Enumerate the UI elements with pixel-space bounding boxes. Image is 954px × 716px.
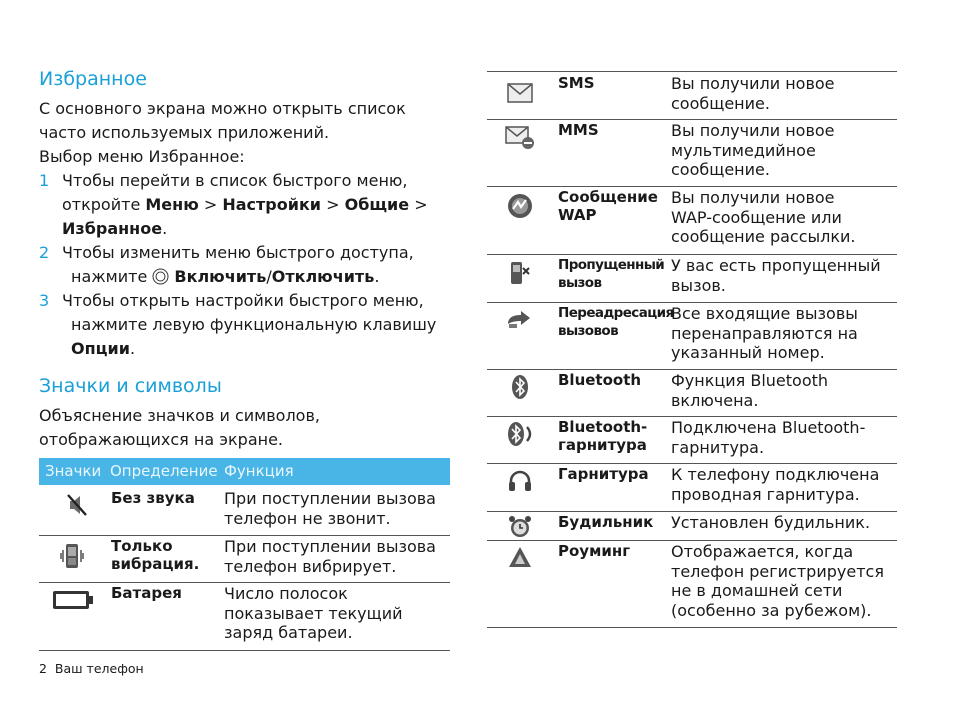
definition-vibration: Только вибрация. (111, 537, 200, 573)
step-2 (39, 241, 459, 289)
definition-wap: Сообщение WAP (558, 188, 658, 224)
intro-line: Выбор меню Избранное: (39, 147, 245, 166)
definition-mute: Без звука (111, 489, 195, 507)
row-divider (39, 650, 450, 651)
function-bluetooth-headset: Подключена Bluetooth- гарнитура. (671, 418, 866, 457)
icons-section-title: Значки и символы (39, 375, 222, 397)
favorites-title: Избранное (39, 68, 147, 90)
step-1 (39, 169, 459, 241)
function-alarm: Установлен будильник. (671, 513, 871, 532)
header-function: Функция (224, 462, 294, 480)
mute-icon (66, 492, 88, 518)
row-divider (487, 119, 897, 120)
battery-icon (52, 589, 94, 611)
function-mms: Вы получили новое мультимедийное сообщение. (671, 121, 835, 179)
step-text: Чтобы изменить меню быстрого доступа, (62, 243, 414, 262)
headset-icon (507, 469, 533, 493)
header-definition: Определение (110, 462, 218, 480)
call-forward-icon (505, 308, 535, 332)
mms-icon (505, 126, 535, 150)
definition-bluetooth-headset: Bluetooth- гарнитура (558, 418, 648, 454)
row-divider (487, 463, 897, 464)
page-number: 2 (39, 661, 47, 676)
row-divider (487, 186, 897, 187)
row-divider (487, 511, 897, 512)
definition-alarm: Будильник (558, 513, 654, 531)
step-path-end: Избранное. (62, 219, 168, 238)
step-path: откройте Меню > Настройки > Общие > (62, 195, 428, 214)
vibration-icon (60, 542, 84, 570)
row-divider (39, 582, 450, 583)
bluetooth-icon (510, 374, 530, 400)
row-divider (487, 254, 897, 255)
ok-key-icon (152, 268, 169, 285)
definition-sms: SMS (558, 74, 595, 92)
function-call-forward: Все входящие вызовы перенаправляются на указанный номер. (671, 304, 858, 362)
row-divider (39, 535, 450, 536)
definition-missed-call: Пропущенный вызов (558, 257, 665, 291)
function-missed-call: У вас есть пропущенный вызов. (671, 256, 881, 295)
step-text: Чтобы перейти в список быстрого меню, (62, 171, 408, 190)
roaming-icon (508, 545, 532, 569)
row-divider (487, 369, 897, 370)
step-number: 1 (39, 171, 50, 190)
definition-call-forward: Переадресация вызовов (558, 305, 674, 339)
intro-line: Объяснение значков и символов, (39, 406, 320, 425)
definition-battery: Батарея (111, 584, 182, 602)
row-divider (487, 71, 897, 72)
row-divider (487, 302, 897, 303)
row-divider (487, 416, 897, 417)
function-sms: Вы получили новое сообщение. (671, 74, 835, 113)
step-key: Опции. (71, 339, 136, 358)
step-number: 2 (39, 243, 50, 262)
function-vibration: При поступлении вызова телефон вибрирует. (224, 537, 436, 576)
envelope-icon (507, 83, 533, 103)
definition-bluetooth: Bluetooth (558, 371, 642, 389)
missed-call-icon (507, 260, 533, 286)
intro-line: С основного экрана можно открыть список (39, 99, 406, 118)
function-bluetooth: Функция Bluetooth включена. (671, 371, 829, 410)
function-wap: Вы получили новое WAP-сообщение или сообщение рассылки. (671, 188, 856, 246)
function-roaming: Отображается, когда телефон регистрируется не в домашней сети (особенно за рубежом). (671, 542, 884, 620)
function-mute: При поступлении вызова телефон не звонит. (224, 489, 436, 528)
definition-headset: Гарнитура (558, 465, 649, 483)
icons-intro (39, 404, 459, 452)
step-text: нажмите левую функциональную клавишу (71, 315, 437, 334)
function-battery: Число полосок показывает текущий заряд батареи. (224, 584, 403, 642)
table-header (39, 458, 450, 485)
alarm-icon (507, 514, 533, 540)
step-number: 3 (39, 291, 50, 310)
intro-line: часто используемых приложений. (39, 123, 330, 142)
definition-roaming: Роуминг (558, 542, 631, 560)
step-action: нажмите Включить/Отключить. (71, 267, 380, 286)
favorites-intro (39, 97, 459, 169)
definition-mms: MMS (558, 121, 599, 139)
page-footer (39, 661, 144, 676)
intro-line: отображающихся на экране. (39, 430, 284, 449)
row-divider (487, 540, 897, 541)
row-divider (487, 627, 897, 628)
step-3 (39, 289, 459, 361)
step-text: Чтобы открыть настройки быстрого меню, (62, 291, 424, 310)
header-icons: Значки (45, 462, 102, 480)
bluetooth-headset-icon (505, 421, 535, 447)
wap-icon (506, 192, 534, 220)
footer-label: Ваш телефон (54, 661, 144, 676)
function-headset: К телефону подключена проводная гарнитура. (671, 465, 880, 504)
